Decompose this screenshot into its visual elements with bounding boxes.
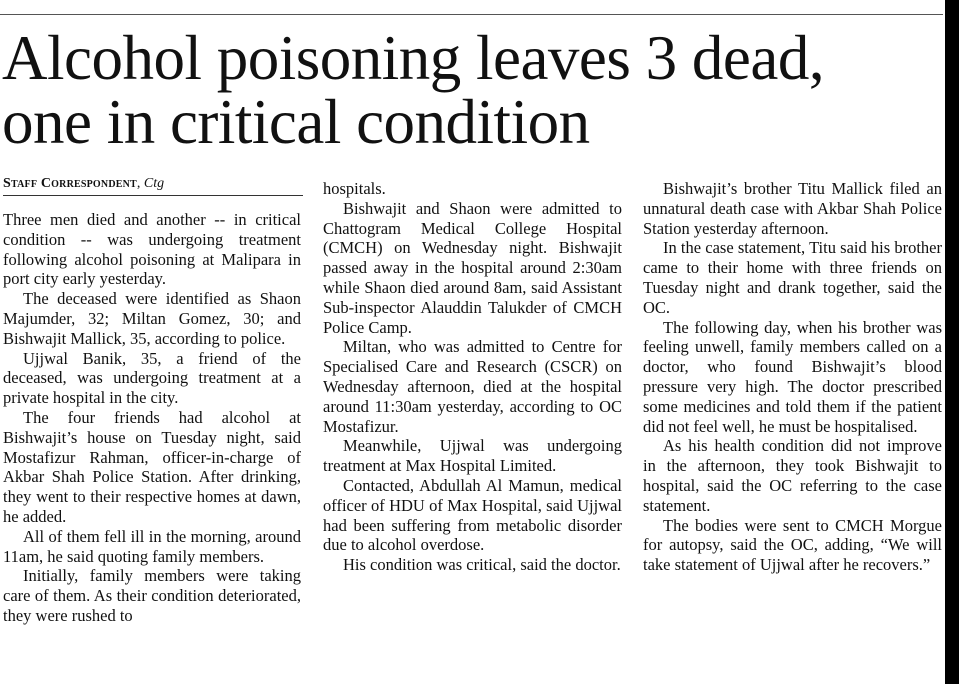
- paragraph: The bodies were sent to CMCH Morgue for autopsy, said the OC, adding, “We will take statement of Ujjwal after he recovers.”: [643, 515, 942, 575]
- paragraph: The following day, when his brother was feeling unwell, family members called on a doctor, who found Bishwajit’s blood pressure very high. The doctor prescribed some medicines and told them if the patient did not feel well, he must be hospitalised.: [643, 317, 942, 436]
- byline-location: Ctg: [143, 176, 165, 191]
- paragraph: Three men died and another -- in critical condition -- was undergoing treatment following alcohol poisoning at Malipara in port city early yesterday.: [3, 210, 301, 289]
- paragraph: Bishwajit and Shaon were admitted to Chattogram Medical College Hospital (CMCH) on Wednesday night. Bishwajit passed away in the hospital around 2:30am while Shaon died around 8am, said Assistant Sub-inspector Alauddin Talukder of CMCH Police Camp.: [323, 198, 622, 337]
- paragraph: Meanwhile, Ujjwal was undergoing treatment at Max Hospital Limited.: [323, 436, 622, 476]
- column-2: [323, 179, 622, 575]
- headline-line-2: one in critical condition: [2, 87, 590, 157]
- paragraph: All of them fell ill in the morning, around 11am, he said quoting family members.: [3, 526, 301, 566]
- paragraph: Bishwajit’s brother Titu Mallick filed an unnatural death case with Akbar Shah Police Station yesterday afternoon.: [643, 179, 942, 238]
- column-3: [643, 179, 942, 575]
- paragraph: The deceased were identified as Shaon Majumder, 32; Miltan Gomez, 30; and Bishwajit Mallick, 35, according to police.: [3, 289, 301, 348]
- paragraph: Ujjwal Banik, 35, a friend of the deceased, was undergoing treatment at a private hospital in the city.: [3, 348, 301, 408]
- headline: [2, 23, 942, 157]
- paragraph: Contacted, Abdullah Al Mamun, medical officer of HDU of Max Hospital, said Ujjwal had been suffering from metabolic disorder due to alcohol overdose.: [323, 475, 622, 555]
- paragraph: hospitals.: [323, 179, 386, 198]
- paragraph: The four friends had alcohol at Bishwajit’s house on Tuesday night, said Mostafizur Rahman, officer-in-charge of Akbar Shah Police Station. After drinking, they went to their respective homes at dawn, he added.: [3, 407, 301, 526]
- paragraph: Miltan, who was admitted to Centre for Specialised Care and Research (CSCR) on Wednesday afternoon, died at the hospital around 11:30am yesterday, according to OC Mostafizur.: [323, 337, 622, 436]
- top-rule: [0, 14, 943, 15]
- page-edge-bar: [945, 0, 959, 684]
- paragraph: In the case statement, Titu said his brother came to their home with three friends on Tuesday night and drank together, said the OC.: [643, 238, 942, 317]
- paragraph: His condition was critical, said the doctor.: [343, 555, 621, 575]
- column-1: [3, 210, 301, 626]
- paragraph: As his health condition did not improve in the afternoon, they took Bishwajit to hospital, said the OC referring to the case statement.: [643, 436, 942, 515]
- byline: [3, 175, 303, 196]
- byline-name: Staff Correspondent: [3, 176, 137, 191]
- headline-line-1: Alcohol poisoning leaves 3 dead,: [2, 23, 825, 93]
- paragraph: Initially, family members were taking care of them. As their condition deteriorated, they were rushed to: [3, 566, 301, 625]
- byline-separator: ,: [136, 176, 144, 191]
